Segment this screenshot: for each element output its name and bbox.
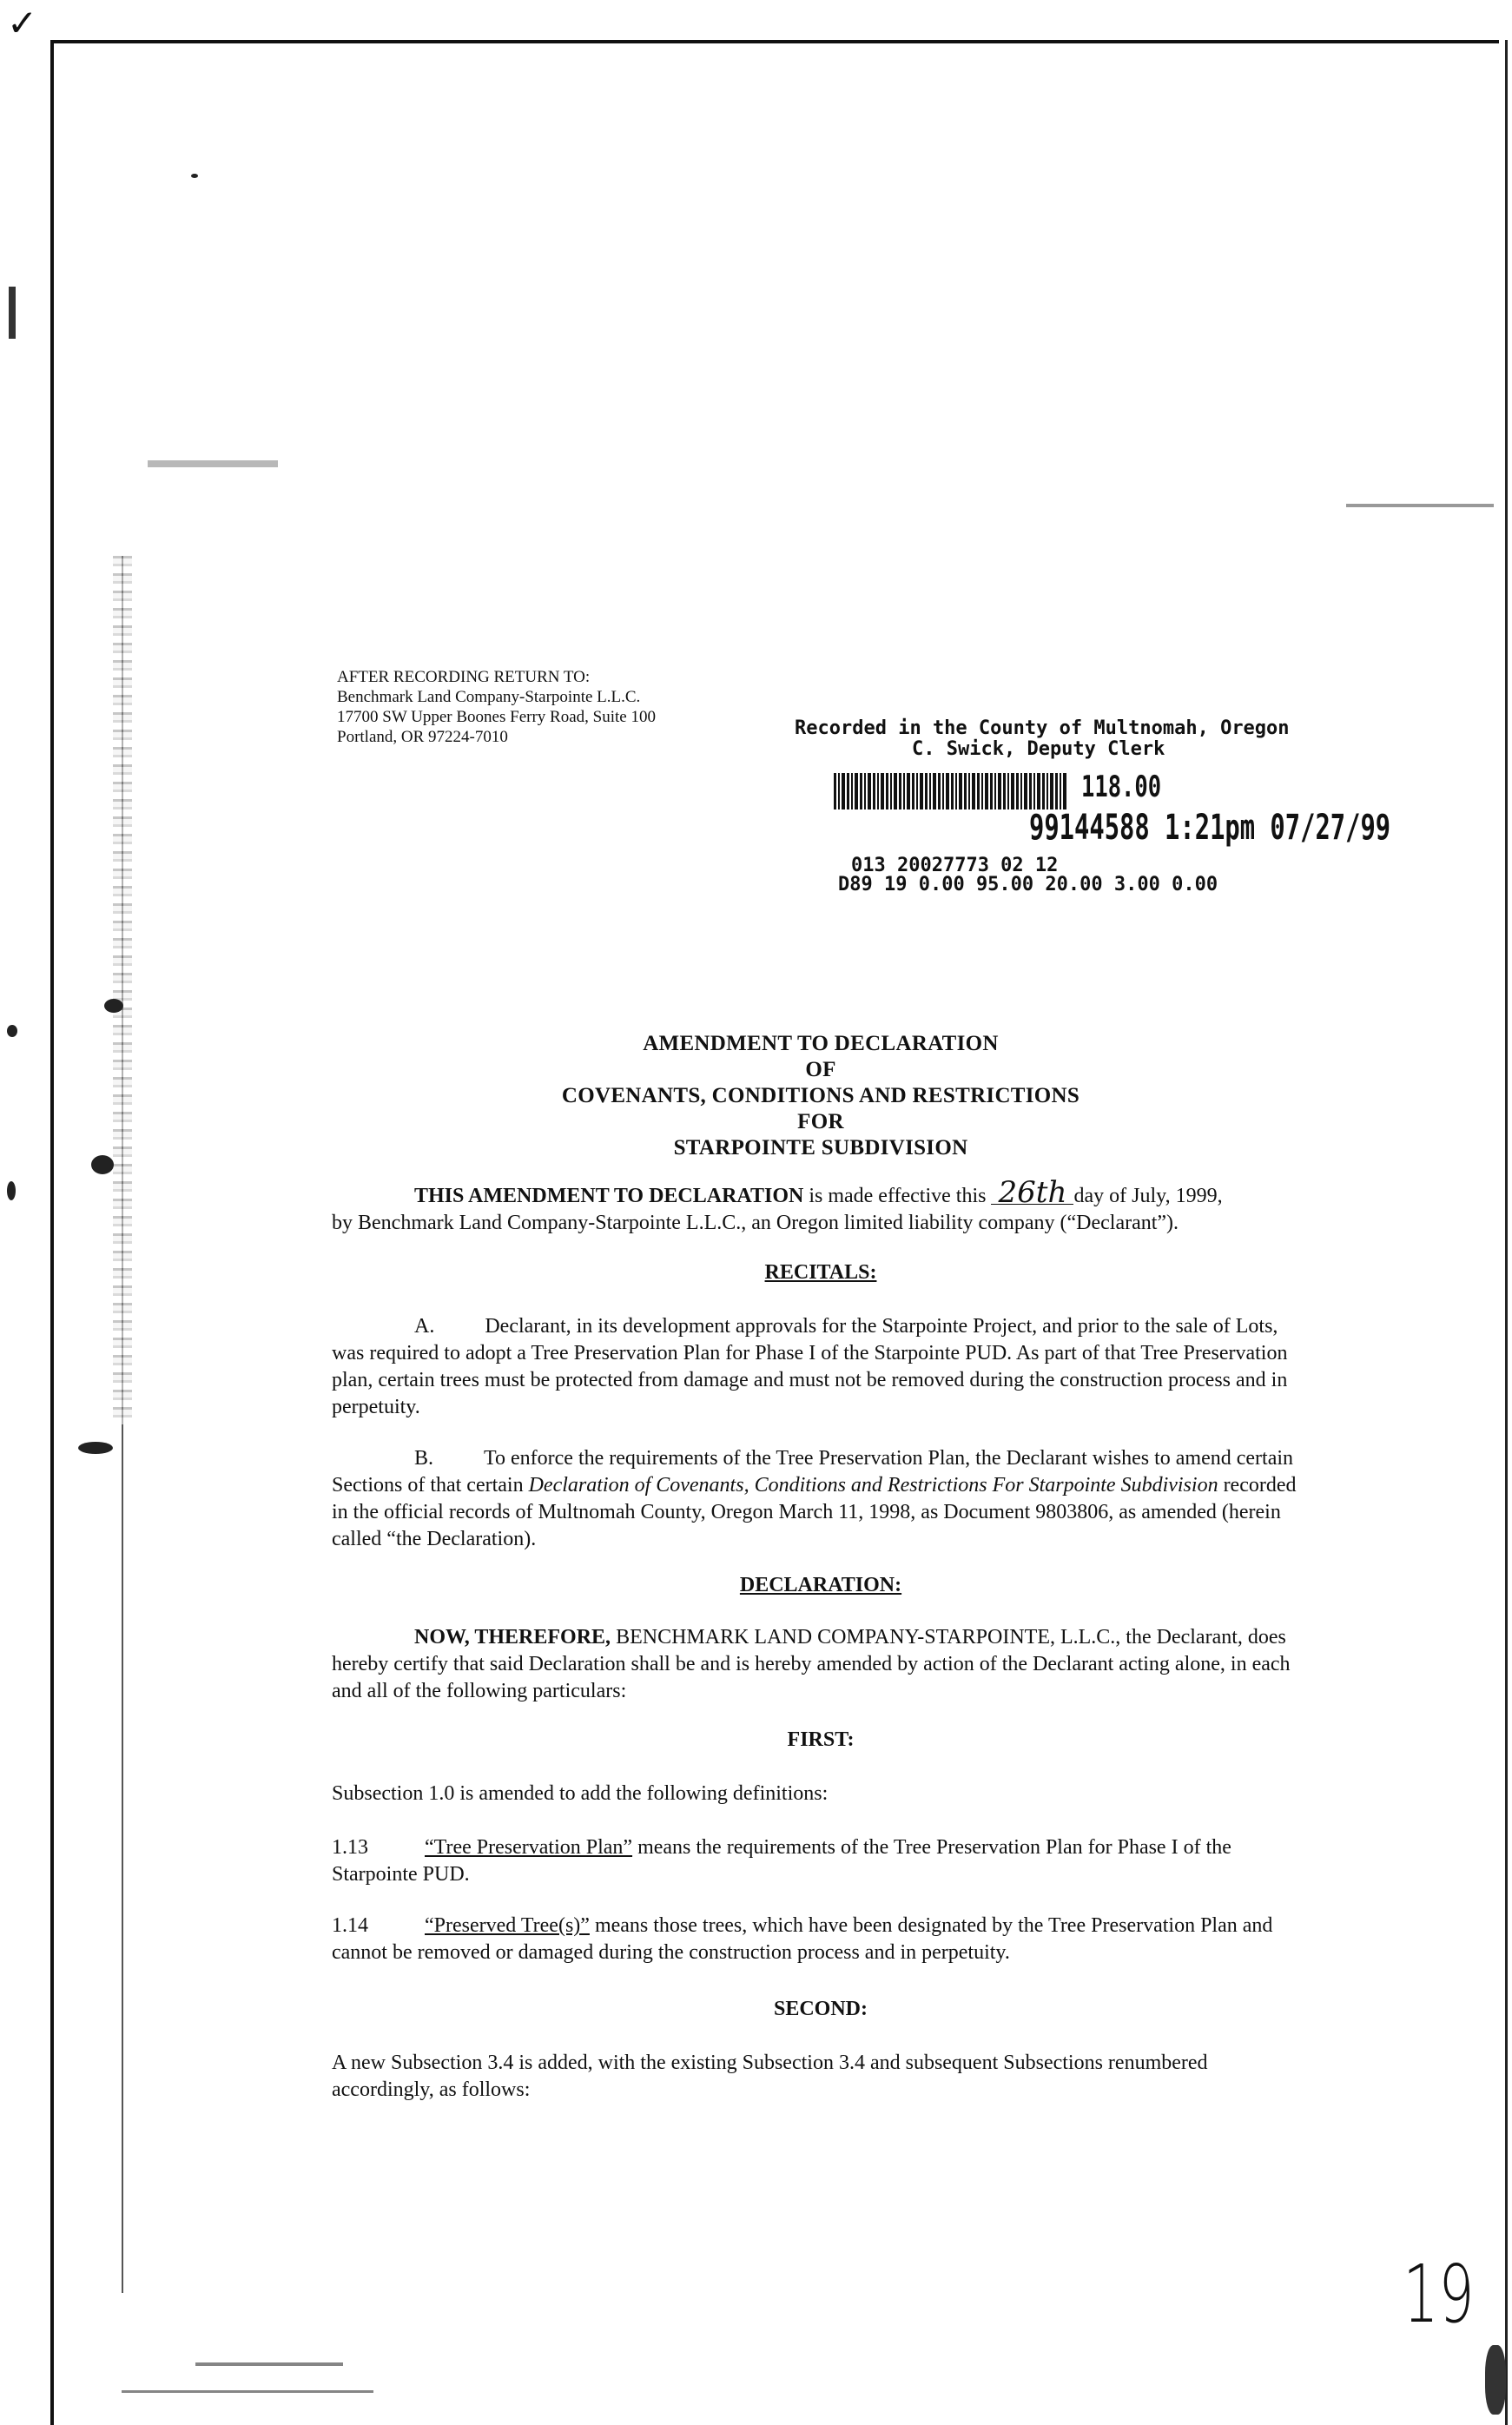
stamp-county-line: Recorded in the County of Multnomah, Oregon [795,717,1290,739]
title-line-3: COVENANTS, CONDITIONS AND RESTRICTIONS [561,1084,1080,1107]
title-line-2: OF [805,1058,836,1081]
stamp-code-line-1: 013 20027773 02 12 [851,855,1059,876]
first-intro: Subsection 1.0 is amended to add the following definitions: [332,1782,829,1805]
recital-b-text-2: recorded in the official records of Multnomah County, Oregon March 11, 1998, as Document 9803806, as amended (herein called “the Declaration). [332,1474,1297,1550]
intro-line-2: by Benchmark Land Company-Starpointe L.L.C., an Oregon limited liability company (“Declarant”). [332,1212,1179,1234]
definition-1-13-text: means the requirements of the Tree Preservation Plan for Phase I of the Starpointe PUD. [332,1836,1231,1886]
scan-artifact [195,2362,343,2366]
scan-artifact [104,999,123,1013]
recital-a [332,1313,1300,1421]
definition-1-13-term: “Tree Preservation Plan” [425,1836,633,1859]
stamp-code-line-2: D89 19 0.00 95.00 20.00 3.00 0.00 [838,874,1218,895]
title-line-5: STARPOINTE SUBDIVISION [673,1136,968,1160]
first-heading: FIRST: [787,1728,855,1751]
scan-artifact [78,1442,113,1454]
recital-a-text: Declarant, in its development approvals for the Starpointe Project, and prior to the sale of Lots, was required to adopt a Tree Preservation Plan for Phase I of the Starpointe PUD. As part of that Tree Preservation plan, certain trees must be protected from damage and must not be removed during the construction process and in perpetuity. [332,1315,1288,1418]
return-company: Benchmark Land Company-Starpointe L.L.C. [337,688,641,706]
scan-artifact [148,460,278,467]
stamp-fee: 118.00 [1081,770,1162,804]
declaration-lead: NOW, THEREFORE, [414,1626,611,1649]
page-frame-top [50,40,1499,43]
scan-artifact [1346,504,1494,507]
title-line-1: AMENDMENT TO DECLARATION [643,1032,999,1055]
definition-1-14-term: “Preserved Tree(s)” [425,1914,590,1937]
return-city: Portland, OR 97224-7010 [337,728,508,746]
definition-1-14 [332,1913,1300,1966]
recital-b-italic-title: Declaration of Covenants, Conditions and Restrictions For Starpointe Subdivision [528,1474,1218,1497]
return-street: 17700 SW Upper Boones Ferry Road, Suite 100 [337,708,656,726]
scan-artifact [1485,2345,1506,2415]
page-frame-right [1505,40,1508,2425]
definition-1-14-number: 1.14 [332,1914,368,1937]
title-line-4: FOR [797,1110,844,1133]
return-address-block [337,667,656,747]
scan-artifact [122,2390,373,2393]
declaration-text: BENCHMARK LAND COMPANY-STARPOINTE, L.L.C., the Declarant, does hereby certify that said Declaration shall be and is hereby amended by action of the Declarant acting alone, in each and all of the following particulars: [332,1626,1291,1702]
recital-b [332,1445,1300,1553]
recital-b-label: B. [414,1447,434,1470]
handwritten-page-number: 19 [1403,2248,1475,2341]
second-heading: SECOND: [773,1998,868,2020]
intro-text-1: is made effective this [809,1185,987,1207]
intro-lead: THIS AMENDMENT TO DECLARATION [414,1185,804,1207]
definition-1-14-text: means those trees, which have been designated by the Tree Preservation Plan and cannot be removed or damaged during the construction process and in perpetuity. [332,1914,1273,1964]
stamp-document-number: 99144588 1:21pm 07/27/99 [1029,808,1391,848]
intro-text-2: day of July, 1999, [1073,1185,1223,1207]
recital-b-text-1: To enforce the requirements of the Tree Preservation Plan, the Declarant wishes to amend certain Sections of that certain [332,1447,1294,1497]
scan-artifact [191,174,198,178]
scan-noise-strip [113,556,132,1424]
stamp-barcode [834,773,1068,809]
declaration-heading: DECLARATION: [739,1574,902,1596]
intro-paragraph [332,1175,1300,1237]
scan-artifact [9,287,16,339]
second-paragraph: A new Subsection 3.4 is added, with the existing Subsection 3.4 and subsequent Subsections renumbered accordingly, as follows: [332,2052,1208,2101]
definition-1-13-number: 1.13 [332,1836,368,1859]
declaration-paragraph [332,1624,1300,1705]
return-heading: AFTER RECORDING RETURN TO: [337,668,591,686]
recital-a-label: A. [414,1315,435,1338]
recitals-heading: RECITALS: [764,1261,877,1284]
handwritten-day: 26th [991,1181,1073,1205]
check-mark-scribble: ✓ [7,2,38,44]
scan-artifact [7,1181,16,1200]
definition-1-13 [332,1834,1300,1888]
page-frame-left [50,40,54,2425]
stamp-clerk-line: C. Swick, Deputy Clerk [912,738,1165,760]
